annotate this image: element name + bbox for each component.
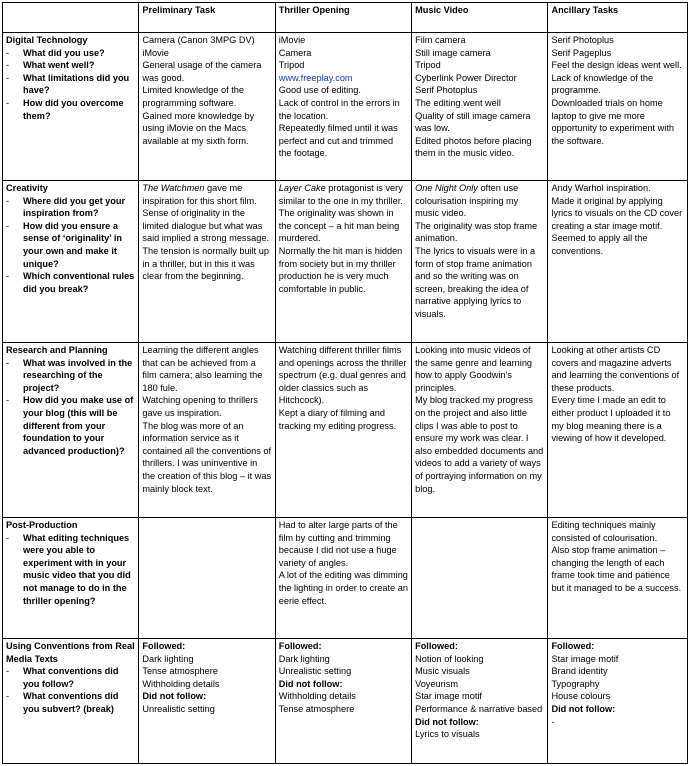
question-item: - What was involved in the researching of the project? (6, 357, 133, 393)
question-item: - What limitations did you have? (6, 72, 130, 96)
ancillary-cell: Looking at other artists CD covers and magazine adverts and learning the conventions of these products. Every time I made an edit to either product I uploaded it to my blog meaning there is a viewing of how it developed. (548, 343, 688, 518)
preliminary-cell (139, 518, 275, 639)
music-cell: Followed: Notion of looking Music visuals Voyeurism Star image motif Performance & narrative based Did not follow: Lyrics to visuals (412, 639, 548, 764)
followed-label: Followed: (551, 641, 595, 651)
preliminary-cell: The Watchmen gave me inspiration for this short film. Sense of originality in the limited dialogue but what was said implied a strong message. The tension is normally built up in a thriller, but in this it was clear from the beginning. (139, 181, 275, 343)
question-list (6, 357, 135, 458)
did-not-follow-label: Did not follow: (551, 703, 616, 714)
header-blank (3, 3, 139, 33)
music-cell: Looking into music videos of the same genre and learning how to apply Goodwin’s principles. My blog tracked my progress on the project and also little clips I was able to post to ensure my work was clear. I also embedded documents and videos to add a variety of ways of portraying information on my blog. (412, 343, 548, 518)
question-item: - What conventions did you subvert? (break) (6, 691, 119, 714)
thriller-cell: Followed: Dark lighting Unrealistic setting Did not follow: Withholding details Tense atmosphere (275, 639, 411, 764)
music-cell: One Night Only often use colourisation inspiring my music video. The originality was stop frame animation. The lyrics to visuals were in a form of stop frame animation and so the writing was on screen, breaking the idea of narrative applying lyrics to visuals. (412, 181, 548, 343)
row-digital-technology (3, 33, 688, 181)
question-cell (3, 343, 139, 518)
question-cell (3, 639, 139, 764)
question-list (6, 665, 135, 715)
ancillary-cell: Followed: Star image motif Brand identity Typography House colours Did not follow: - (548, 639, 688, 764)
row-creativity (3, 181, 688, 343)
did-not-follow-label: Did not follow: (142, 691, 207, 702)
header-music-video: Music Video (412, 3, 548, 33)
thriller-cell: Layer Cake protagonist is very similar to the one in my thriller. The originality was shown in the concept – a hit man being murdered. Normally the hit man is hidden from society but in my thriller production he is very much comfortable in public. (275, 181, 411, 343)
question-item: - What went well? (6, 60, 95, 71)
thriller-cell: Had to alter large parts of the film by cutting and trimming because I did not use a huge variety of angles. A lot of the editing was dimming the lighting in order to create an eerie effect. (275, 518, 411, 639)
did-not-follow-label: Did not follow: (278, 678, 343, 689)
question-item: - Which conventional rules did you break? (6, 271, 135, 294)
music-cell: Film camera Still image camera Tripod Cyberlink Power Director Serif Photoplus The editing went well Quality of still image camera was low. Edited photos before placing them in the music video. (412, 33, 548, 181)
question-list (6, 195, 135, 296)
evaluation-table (2, 2, 688, 764)
question-item: - What editing techniques were you able to experiment with in your music video that you did not manage to do in the thriller opening? (6, 532, 131, 606)
preliminary-cell: Camera (Canon 3MPG DV) iMovie General usage of the camera was good. Limited knowledge of the programming software. Gained more knowledge by using iMovie on the Macs available at my sixth form. (139, 33, 275, 181)
question-item: - How did you ensure a sense of ‘originality’ in your own and make it unique? (6, 220, 123, 269)
ancillary-cell: Serif Photoplus Serif Pageplus Feel the design ideas went well. Lack of knowledge of the programme. Downloaded trials on home laptop to give me more opportunity to experiment with the software. (548, 33, 688, 181)
row-title: Using Conventions from Real Media Texts (6, 641, 135, 664)
followed-label: Followed: (278, 641, 322, 651)
thriller-cell: Watching different thriller films and openings across the thriller spectrum (e.g. dual genres and older classics such as Hitchcock). Kept a diary of filming and tracking my editing progress. (275, 343, 411, 518)
question-cell (3, 33, 139, 181)
question-item: - Where did you get your inspiration from? (6, 195, 126, 219)
question-list (6, 47, 135, 123)
question-list (6, 532, 135, 608)
header-row (3, 3, 688, 33)
row-post-production (3, 518, 688, 639)
followed-label: Followed: (415, 641, 458, 651)
freeplay-link[interactable]: www.freeplay.com (278, 72, 353, 83)
header-thriller-opening: Thriller Opening (275, 3, 411, 33)
question-item: - What conventions did you follow? (6, 666, 119, 689)
question-item: - What did you use? (6, 47, 105, 58)
question-item: - How did you overcome them? (6, 97, 124, 121)
row-title: Research and Planning (6, 345, 108, 355)
preliminary-cell: Followed: Dark lighting Tense atmosphere Withholding details Did not follow: Unrealistic setting (139, 639, 275, 764)
row-using-conventions (3, 639, 688, 764)
header-ancillary-tasks: Ancillary Tasks (548, 3, 688, 33)
did-not-follow-label: Did not follow: (415, 716, 479, 727)
row-title: Creativity (6, 183, 48, 193)
ancillary-cell: Editing techniques mainly consisted of colourisation. Also stop frame animation – changing the length of each frame took time and patience but it managed to be a success. (548, 518, 688, 639)
row-title: Digital Technology (6, 35, 88, 45)
ancillary-cell: Andy Warhol inspiration. Made it original by applying lyrics to visuals on the CD cover creating a star image motif. Seemed to apply all the conventions. (548, 181, 688, 343)
question-item: - How did you make use of your blog (this will be different from your foundation to your advanced production)? (6, 395, 134, 456)
row-title: Post-Production (6, 520, 78, 530)
question-cell (3, 518, 139, 639)
row-research-and-planning (3, 343, 688, 518)
preliminary-cell: Learning the different angles that can be achieved from a film camera; also learning the 180 fule. Watching opening to thrillers gave us inspiration. The blog was more of an information service as it contained all the conventions of thrillers. I was uninventive in the creation of this blog – it was mainly block text. (139, 343, 275, 518)
followed-label: Followed: (142, 641, 186, 651)
header-preliminary-task: Preliminary Task (139, 3, 275, 33)
question-cell (3, 181, 139, 343)
music-cell (412, 518, 548, 639)
thriller-cell: iMovie Camera Tripod www.freeplay.com Good use of editing. Lack of control in the errors in the location. Repeatedly filmed until it was perfect and cut and trimmed the footage. (275, 33, 411, 181)
